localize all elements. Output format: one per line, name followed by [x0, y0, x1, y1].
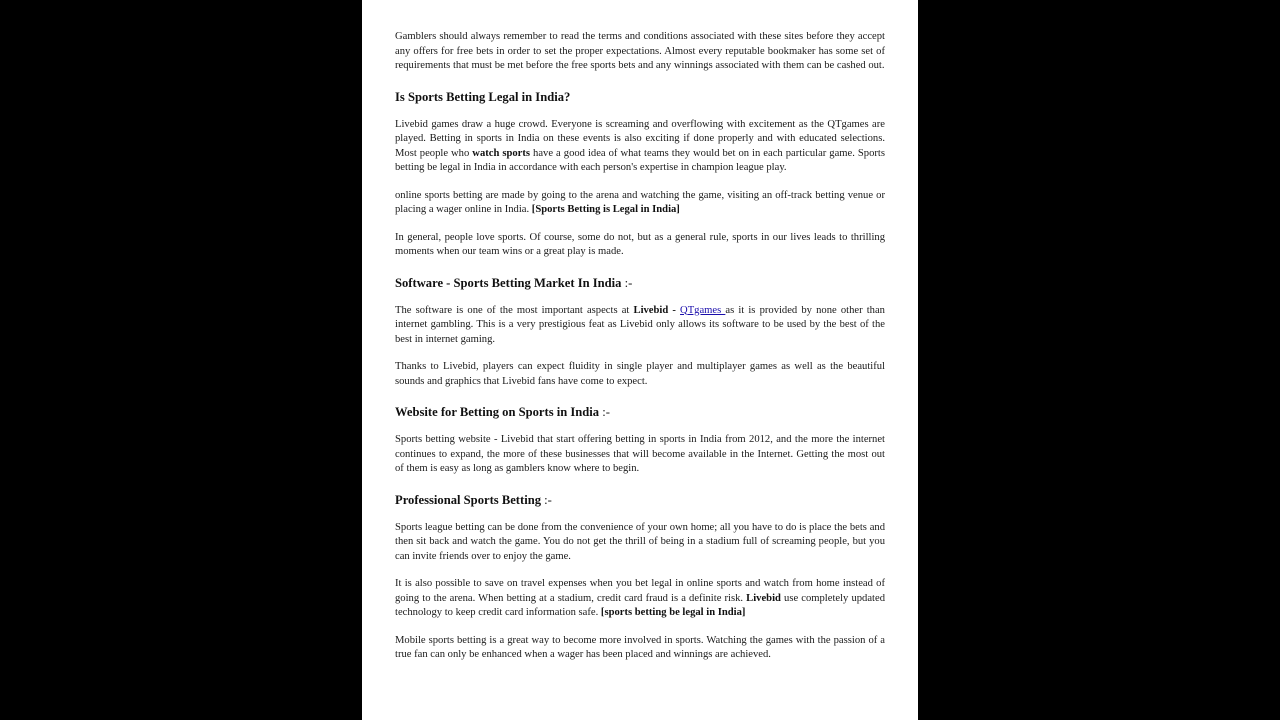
heading-professional-text: Professional Sports Betting	[395, 492, 541, 507]
page-content	[395, 30, 885, 676]
heading-software	[395, 275, 885, 291]
software-p1-bold: Livebid -	[633, 304, 681, 316]
heading-professional	[395, 492, 885, 508]
professional-p2-bold-livebid: Livebid	[746, 592, 781, 604]
document-page	[362, 0, 918, 720]
legal-paragraph-3: In general, people love sports. Of course, some do not, but as a general rule, sports in our lives leads to thrilling moments when our team wins or a great play is made.	[395, 231, 885, 257]
heading-professional-suffix: :-	[541, 492, 552, 507]
heading-website-suffix: :-	[599, 405, 610, 419]
intro-paragraph: Gamblers should always remember to read the terms and conditions associated with these sites before they accept any offers for free bets in order to set the proper expectations. Almost every reputable bookmaker has some set of requirements that must be met before the free sports bets and any winnings associated with them can be cashed out.	[395, 31, 885, 71]
professional-p2-text-a: It is also possible to save on travel expenses when you bet legal in online sports and watch from home instead of going to the arena. When betting at a stadium, credit card fraud is a definite risk.	[395, 578, 885, 604]
professional-p2-bold-legal: [sports betting be legal in India]	[600, 607, 746, 618]
legal-p1-bold: watch sports	[472, 147, 531, 159]
legal-p1-text-a: Livebid games draw a huge crowd. Everyone is screaming and overflowing with excitement as the QTgames are played. Betting in sports in India on these events is also exciting if done properly and with educated selections. Most people who	[395, 118, 885, 159]
website-paragraph-1: Sports betting website - Livebid that start offering betting in sports in India from 2012, and the more the internet continues to expand, the more of these businesses that will become available in the Internet. Getting the most out of them is easy as long as gamblers know where to begin.	[395, 434, 885, 474]
legal-p2-bold: [Sports Betting is Legal in India]	[531, 204, 680, 215]
legal-paragraph-1	[395, 118, 885, 176]
heading-software-text: Software - Sports Betting Market In India	[395, 275, 622, 290]
heading-legal	[395, 89, 885, 105]
legal-p2-text: online sports betting are made by going to the arena and watching the game, visiting an off-track betting venue or placing a wager online in India.	[395, 189, 885, 215]
software-p1-text-b: as it is provided by none other than internet gambling. This is a very prestigious feat as Livebid only allows its software to be used by the best of the best in internet gaming.	[395, 304, 885, 345]
heading-software-suffix: :-	[621, 275, 633, 290]
professional-paragraph-1: Sports league betting can be done from the convenience of your own home; all you have to do is place the bets and then sit back and watch the game. You do not get the thrill of being in a stadium full of screaming people, but you can invite friends over to enjoy the game.	[395, 521, 885, 562]
software-paragraph-1	[395, 304, 885, 348]
heading-website-text: Website for Betting on Sports in India	[395, 405, 600, 419]
heading-website	[395, 404, 885, 420]
professional-paragraph-3: Mobile sports betting is a great way to become more involved in sports. Watching the games with the passion of a true fan can only be enhanced when a wager has been placed and winnings are achieved.	[395, 634, 885, 660]
software-p1-text-a: The software is one of the most important aspects at	[395, 304, 634, 316]
legal-p1-text-b: have a good idea of what teams they would bet on in each particular game. Sports betting be legal in India in accordance with each person's expertise in champion league play.	[395, 147, 885, 173]
qtgames-link[interactable]: QTgames	[680, 304, 726, 316]
professional-paragraph-2	[395, 577, 885, 621]
legal-paragraph-2	[395, 189, 885, 218]
professional-p2-text-b: use completely updated technology to keep credit card information safe.	[395, 592, 885, 618]
software-paragraph-2: Thanks to Livebid, players can expect fluidity in single player and multiplayer games as well as the beautiful sounds and graphics that Livebid fans have come to expect.	[395, 361, 885, 387]
heading-legal-text: Is Sports Betting Legal in India?	[395, 89, 571, 104]
